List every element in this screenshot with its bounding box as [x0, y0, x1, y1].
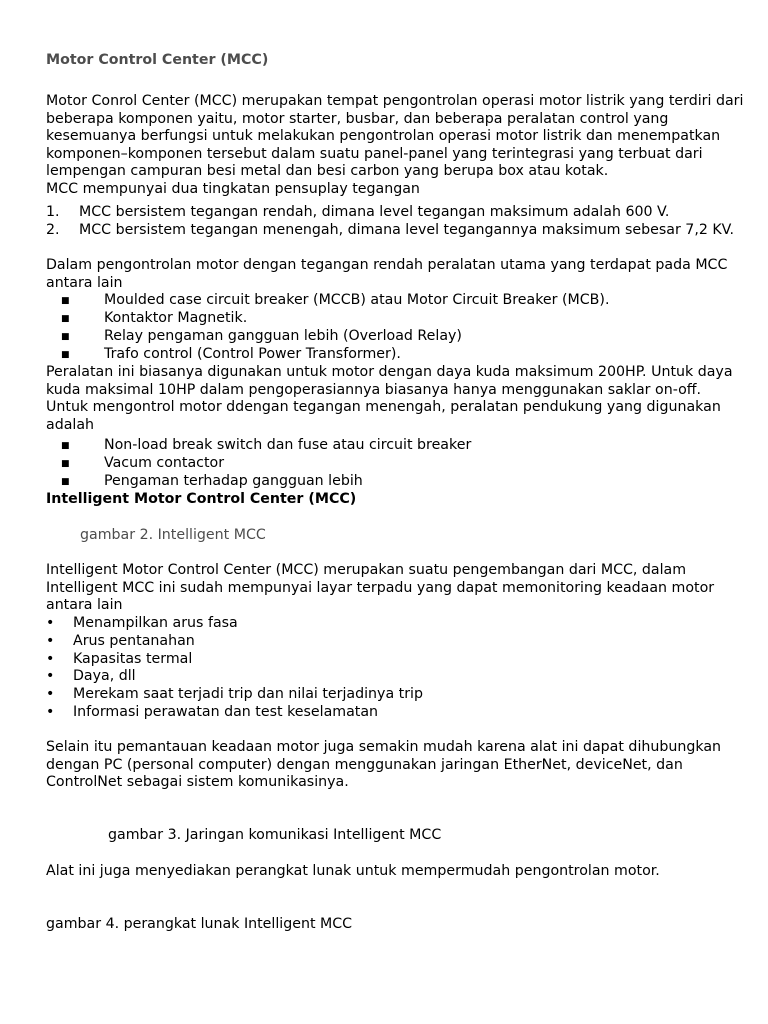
- list-number: 2.: [46, 222, 60, 238]
- list-item: Relay pengaman gangguan lebih (Overload Relay): [104, 328, 462, 344]
- list-item: Vacum contactor: [104, 455, 225, 471]
- paragraph-line: Intelligent MCC ini sudah mempunyai layar terpadu yang dapat memonitoring keadaan motor: [46, 579, 715, 596]
- paragraph-line: Untuk mengontrol motor ddengan tegangan menengah, peralatan pendukung yang digunakan: [46, 399, 721, 416]
- paragraph-line: Selain itu pemantauan keadaan motor juga semakin mudah karena alat ini dapat dihubungkan: [46, 739, 722, 755]
- bullet-icon: •: [46, 668, 55, 684]
- list-item: Informasi perawatan dan test keselamatan: [73, 704, 379, 720]
- figure-caption-3: gambar 3. Jaringan komunikasi Intelligent MCC: [108, 827, 442, 843]
- list-number: 1.: [46, 204, 60, 220]
- figure-caption-2: gambar 2. Intelligent MCC: [80, 527, 266, 543]
- intro-line: kesemuanya berfungsi untuk melakukan pengontrolan operasi motor listrik dan menempatkan: [46, 128, 721, 145]
- intro-line: lempengan campuran besi metal dan besi carbon yang berupa box atau kotak.: [46, 163, 609, 180]
- list-item: Kapasitas termal: [73, 651, 193, 667]
- intro-line: MCC mempunyai dua tingkatan pensuplay tegangan: [46, 180, 420, 197]
- list-item: Arus pentanahan: [73, 633, 195, 649]
- list-item: Moulded case circuit breaker (MCCB) atau Motor Circuit Breaker (MCB).: [104, 292, 610, 308]
- list-item: Non-load break switch dan fuse atau circuit breaker: [104, 437, 472, 453]
- bullet-icon: •: [46, 615, 55, 631]
- monitoring-paragraph: [46, 739, 746, 792]
- bullet-icon: ■: [61, 459, 70, 469]
- bullet-icon: ■: [61, 350, 70, 360]
- bullet-icon: •: [46, 651, 55, 667]
- bullet-icon: •: [46, 686, 55, 702]
- paragraph-line: Dalam pengontrolan motor dengan tegangan rendah peralatan utama yang terdapat pada MCC: [46, 257, 728, 273]
- paragraph-line: adalah: [46, 416, 95, 433]
- intro-paragraph: [46, 93, 746, 199]
- list-item: Trafo control (Control Power Transformer).: [104, 346, 401, 362]
- intelligent-intro: [46, 562, 746, 615]
- list-item: Kontaktor Magnetik.: [104, 310, 248, 326]
- paragraph-line: Intelligent Motor Control Center (MCC) merupakan suatu pengembangan dari MCC, dalam: [46, 562, 687, 578]
- bullet-icon: •: [46, 633, 55, 649]
- paragraph-line: kuda maksimal 10HP dalam pengoperasiannya biasanya hanya menggunakan saklar on-off.: [46, 381, 702, 398]
- paragraph-line: Peralatan ini biasanya digunakan untuk motor dengan daya kuda maksimum 200HP. Untuk daya: [46, 364, 733, 380]
- list-item: Pengaman terhadap gangguan lebih: [104, 473, 363, 489]
- bullet-icon: ■: [61, 441, 70, 451]
- intro-line: Motor Conrol Center (MCC) merupakan tempat pengontrolan operasi motor listrik yang terdiri dari: [46, 93, 744, 109]
- paragraph-line: dengan PC (personal computer) dengan menggunakan jaringan EtherNet, deviceNet, dan: [46, 756, 683, 773]
- section-title-intelligent-mcc: Intelligent Motor Control Center (MCC): [46, 491, 357, 507]
- low-voltage-note: [46, 364, 746, 434]
- list-item: Merekam saat terjadi trip dan nilai terjadinya trip: [73, 686, 423, 702]
- list-item: MCC bersistem tegangan menengah, dimana level tegangannya maksimum sebesar 7,2 KV.: [79, 222, 735, 238]
- paragraph-line: ControlNet sebagai sistem komunikasinya.: [46, 774, 349, 791]
- intro-line: beberapa komponen yaitu, motor starter, busbar, dan beberapa peralatan control yang: [46, 110, 669, 127]
- bullet-icon: ■: [61, 477, 70, 487]
- paragraph-line: antara lain: [46, 274, 123, 291]
- bullet-icon: •: [46, 704, 55, 720]
- list-item: Daya, dll: [73, 668, 136, 684]
- list-item: MCC bersistem tegangan rendah, dimana level tegangan maksimum adalah 600 V.: [79, 204, 670, 220]
- intro-line: komponen–komponen tersebut dalam suatu panel-panel yang terintegrasi yang terbuat dari: [46, 145, 703, 162]
- software-paragraph: Alat ini juga menyediakan perangkat lunak untuk mempermudah pengontrolan motor.: [46, 863, 660, 879]
- bullet-icon: ■: [61, 314, 70, 324]
- figure-caption-4: gambar 4. perangkat lunak Intelligent MCC: [46, 916, 353, 932]
- paragraph-line: antara lain: [46, 597, 123, 614]
- section-title-mcc: Motor Control Center (MCC): [46, 52, 269, 68]
- low-voltage-intro: [46, 257, 746, 292]
- bullet-icon: ■: [61, 296, 70, 306]
- list-item: Menampilkan arus fasa: [73, 615, 238, 631]
- bullet-icon: ■: [61, 332, 70, 342]
